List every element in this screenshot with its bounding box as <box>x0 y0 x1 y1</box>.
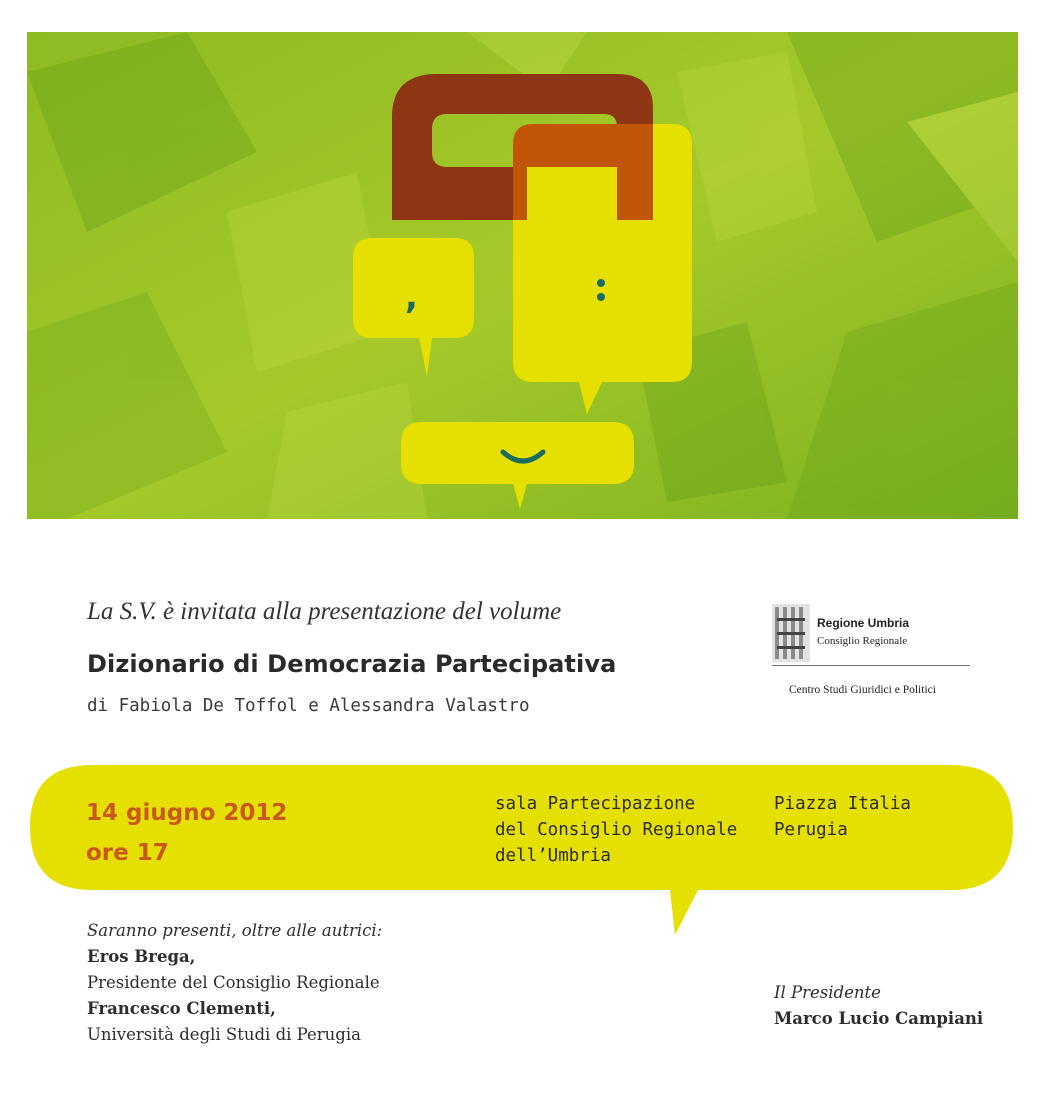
event-venue <box>495 791 737 869</box>
logo-org-name: Regione Umbria <box>817 616 910 630</box>
signature-role: Il Presidente <box>774 983 881 1002</box>
venue-line: dell’Umbria <box>495 846 611 866</box>
book-title: Dizionario di Democrazia Partecipativa <box>87 650 617 678</box>
colon-glyph <box>597 279 605 287</box>
invitation-intro: La S.V. è invitata alla presentazione del volume <box>87 598 562 625</box>
logo-centro: Centro Studi Giuridici e Politici <box>789 684 936 696</box>
regione-umbria-emblem-icon <box>772 604 810 662</box>
event-place <box>774 791 911 843</box>
event-time: ore 17 <box>86 840 169 866</box>
speakers-intro: Saranno presenti, oltre alle autrici: <box>87 921 383 940</box>
place-line: Piazza Italia <box>774 794 911 814</box>
speaker-name: Francesco Clementi, <box>87 999 276 1018</box>
banner-illustration <box>27 32 1018 519</box>
speaker-name: Eros Brega, <box>87 947 196 966</box>
speakers-list <box>87 918 382 1048</box>
signature-block <box>774 980 983 1032</box>
comma-glyph: , <box>405 277 418 317</box>
signature-name: Marco Lucio Campiani <box>774 1009 984 1028</box>
banner-svg <box>27 32 1018 519</box>
regione-umbria-logo <box>772 604 972 704</box>
speaker-role: Università degli Studi di Perugia <box>87 1025 361 1044</box>
logo-divider <box>772 665 970 666</box>
event-date-block <box>86 793 287 873</box>
speech-bubble-icon <box>513 124 692 414</box>
book-authors: di Fabiola De Toffol e Alessandra Valastro <box>87 696 530 716</box>
venue-line: sala Partecipazione <box>495 794 696 814</box>
place-line: Perugia <box>774 820 848 840</box>
speaker-role: Presidente del Consiglio Regionale <box>87 973 380 992</box>
logo-org-sub: Consiglio Regionale <box>817 635 908 647</box>
event-date: 14 giugno 2012 <box>86 800 288 826</box>
venue-line: del Consiglio Regionale <box>495 820 738 840</box>
